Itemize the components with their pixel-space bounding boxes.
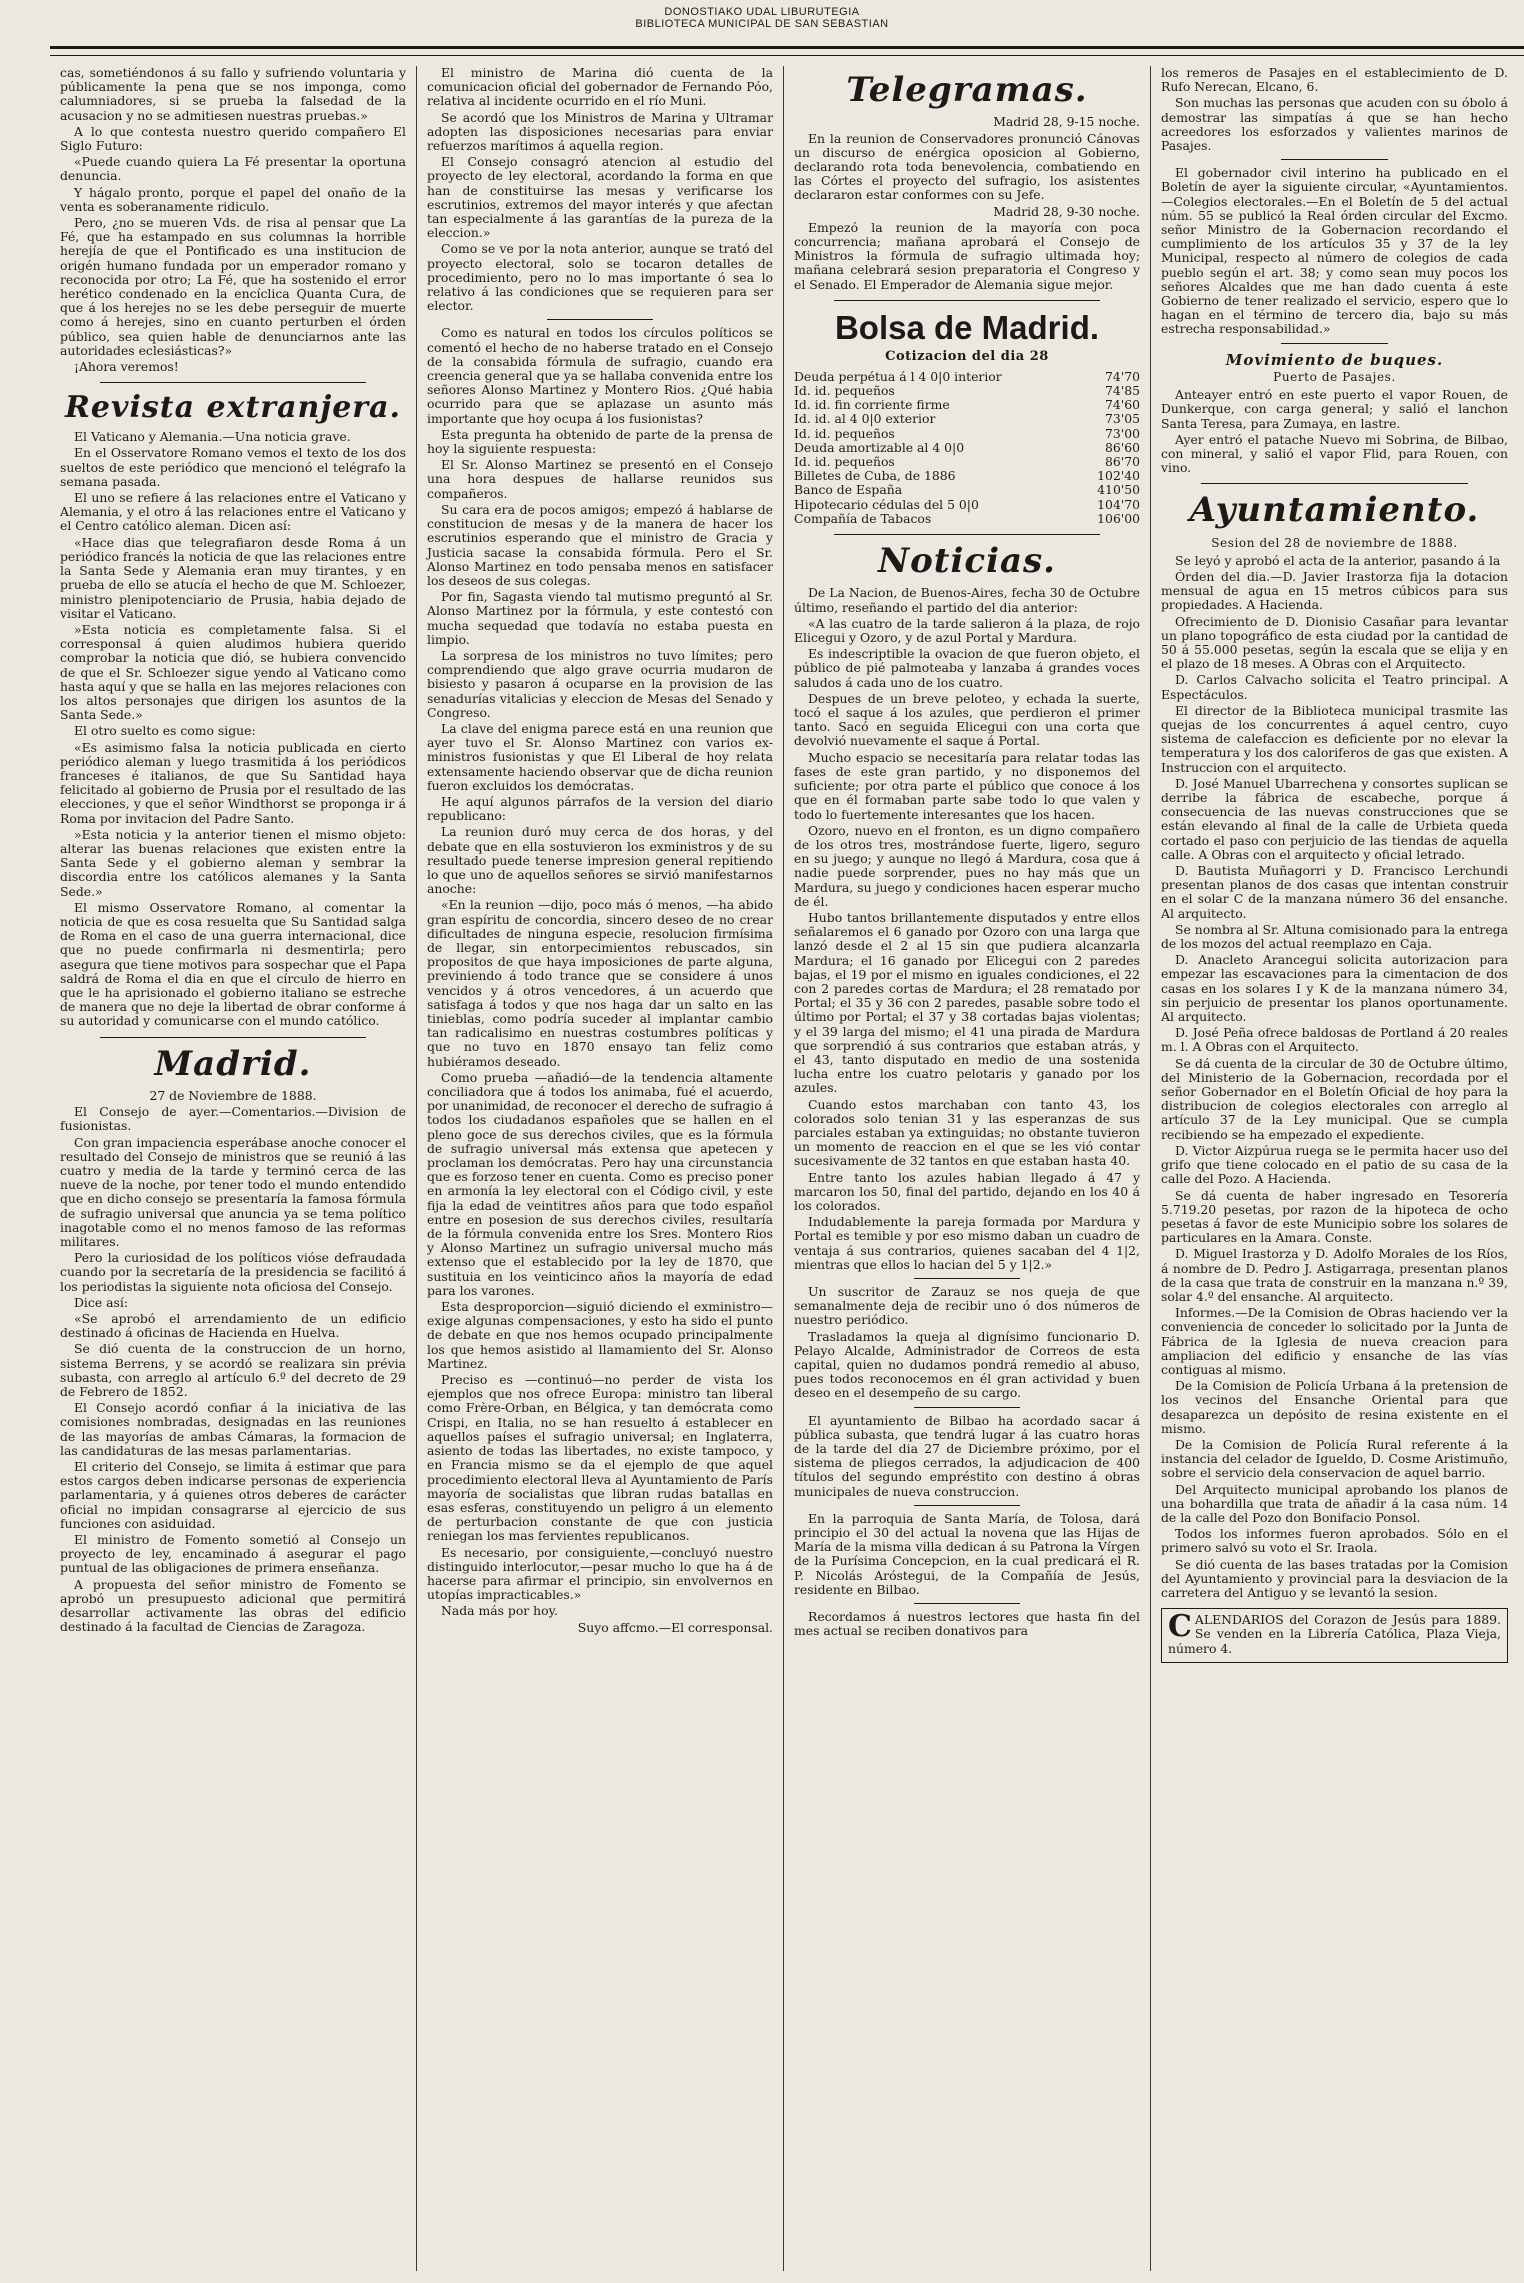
divider: [914, 1407, 1020, 1408]
paragraph: Y hágalo pronto, porque el papel del onaño de la venta es soberanamente ridiculo.: [60, 184, 406, 214]
divider: [914, 1278, 1020, 1279]
paragraph: «En la reunion —dijo, poco más ó menos, —ha abido gran espíritu de concordia, sincero deseo de no crear dificultades de ninguna especie, resolucion firmísima de llegar, sin entorpecimientos rebuscados, sin propositos de que haya imposiciones de parte alguna, previniendo á todo trance que se considere á unos vencidos y á otros vencedores, á un acuerdo que satisfaga á todos y que nos haga dar un salto en las tinieblas, como podría suceder al implantar cambio tan radicalisimo en nuestras costumbres políticas y que no tuvo en 1870 ensayo tan feliz como hubiéramos deseado.: [427, 897, 773, 1069]
bolsa-table: [794, 370, 1140, 526]
paragraph: Se dá cuenta de haber ingresado en Tesorería 5.719.20 pesetas, por razon de la hipoteca de ocho pesetas á favor de este Municipio sobre los solares de particulares en la Amara. Conste.: [1161, 1187, 1508, 1246]
paragraph: Como se ve por la nota anterior, aunque se trató del proyecto electoral, solo se tocaron detalles de procedimiento, pero no lo mas importante ó sea lo relativo á las condiciones que se requieren para ser elector.: [427, 241, 773, 314]
paragraph: De La Nacion, de Buenos-Aires, fecha 30 de Octubre último, reseñando el partido del dia anterior:: [794, 585, 1140, 615]
divider: [1281, 159, 1388, 160]
bolsa-row: [794, 483, 1140, 497]
paragraph: El Sr. Alonso Martinez se presentó en el Consejo una hora despues de hallarse reunidos sus compañeros.: [427, 457, 773, 501]
bolsa-row: [794, 427, 1140, 441]
paragraph: El Vaticano y Alemania.—Una noticia grave.: [74, 429, 351, 445]
paragraph: cas, sometiéndonos á su fallo y sufriendo voluntaria y públicamente la pena que se nos imponga, como calumniadores, si se prueba la falsedad de la acusacion y no se admitiesen nuestras pruebas.»: [60, 66, 406, 123]
paragraph: Se leyó y aprobó el acta de la anterior, pasando á la: [1175, 552, 1501, 568]
divider: [547, 319, 653, 320]
advertisement-body: ALENDARIOS del Corazon de Jesús para 1889. Se venden en la Librería Católica, Plaza Vieja, número 4.: [1168, 1612, 1501, 1656]
paragraph: Se dió cuenta de las bases tratadas por la Comision del Ayuntamiento y provincial para la desviacion de la carretera del Antiguo y se levantó la sesion.: [1161, 1556, 1508, 1600]
bolsa-label: Compañía de Tabacos: [794, 510, 932, 526]
bolsa-label: Deuda amortizable al 4 0|0: [794, 439, 965, 455]
paragraph: El ministro de Marina dió cuenta de la comunicacion oficial del gobernador de Fernando Póo, relativa al incidente ocurrido en el río Muni.: [427, 66, 773, 109]
column-3: [784, 66, 1151, 2271]
puerto-subheading: Puerto de Pasajes.: [1273, 370, 1396, 385]
paragraph: De la Comision de Policía Rural referente á la instancia del celador de Igueldo, D. Cosme Aristimuño, sobre el servicio dela conservacion de aquel barrio.: [1161, 1436, 1508, 1481]
divider: [1281, 343, 1388, 344]
paragraph: El Consejo acordó confiar á la iniciativa de las comisiones nombradas, designadas en las reuniones de las mayorías de ambas Cámaras, la formacion de las candidaturas de las mesas parlamentarias.: [60, 1400, 406, 1458]
paragraph: La sorpresa de los ministros no tuvo límites; pero comprendiendo que algo grave ocurria mudaron de bisiesto y pasaron á ocuparse en la provision de las senadurías vitalicias y eleccion de Mesas del Senado y Congreso.: [427, 647, 773, 720]
paragraph: Ofrecimiento de D. Dionisio Casañar para levantar un plano topográfico de esta ciudad por la cantidad de 50 á 55.000 pesetas, según la escala que se elija y en el plazo de 18 meses. A Obras con el Arquitecto.: [1161, 613, 1508, 672]
section-heading-revista: Revista extranjera.: [65, 390, 401, 426]
paragraph: A propuesta del señor ministro de Fomento se aprobó un presupuesto adicional que permitirá desarrollar activamente las obras del edificio destinado á la facultad de Ciencias de Zaragoza.: [60, 1576, 406, 1635]
bolsa-row: [794, 498, 1140, 512]
bolsa-row: [794, 455, 1140, 469]
paragraph: Indudablemente la pareja formada por Mardura y Portal es temible y por eso mismo daban un cuadro de ventaja á sus contrarios, quienes sacaban del 4 1|2, mientras que ellos lo hacian del 5 y 1|2.»: [794, 1214, 1140, 1272]
paragraph: Se dió cuenta de la construccion de un horno, sistema Berrens, y se acordó se realizara sin prévia subasta, con arreglo al artículo 6.º del decreto de 29 de Febrero de 1852.: [60, 1341, 406, 1400]
section-heading-ayuntamiento: Ayuntamiento.: [1189, 490, 1480, 531]
paragraph: He aquí algunos párrafos de la version del diario republicano:: [427, 793, 773, 824]
paragraph: Esta desproporcion—siguió diciendo el exministro—exige algunas compensaciones, y esto ha sido el punto de debate en que nos hemos ocupado principalmente los que hemos asistido al llamamiento del Sr. Alonso Martinez.: [427, 1299, 773, 1371]
paragraph: Del Arquitecto municipal aprobando los planos de una bohardilla que trata de añadir á la casa núm. 14 de la calle del Pozo don Bonifacio Ponsol.: [1161, 1481, 1508, 1525]
paragraph: Es indescriptible la ovacion de que fueron objeto, el público de pié palmoteaba y lanzaba á grandes voces saludos á cada uno de los cuatro.: [794, 646, 1140, 690]
paragraph: Ayer entró el patache Nuevo mi Sobrina, de Bilbao, con mineral, y salió el vapor Flid, para Rouen, con vino.: [1161, 431, 1508, 476]
paragraph: Se acordó que los Ministros de Marina y Ultramar adopten las disposiciones necesarias para enviar refuerzos marítimos á aquella region.: [427, 109, 773, 154]
paragraph: Preciso es —continuó—no perder de vista los ejemplos que nos ofrece Europa: ministro tan liberal como Frère-Orban, en Bélgica, y tan demócrata como Crispi, en Italia, no se han resuelto á establecer en aquellos países el sufragio universal; en Inglaterra, asiento de todas las libertades, no existe tampoco, y en Francia mismo se da el ejemplo de que aquel procedimiento electoral lleva al Ayuntamiento de París mayoría de socialistas que libran rudas batallas en esas esferas, constituyendo un peligro á un elemento de perturbacion constante de que con justicia reniegan los mas fervientes republicanos.: [427, 1372, 773, 1544]
paragraph: Anteayer entró en este puerto el vapor Rouen, de Dunkerque, con carga general; y salió el lanchon Santa Teresa, para Zumaya, en lastre.: [1161, 387, 1508, 431]
stamp-line-1: DONOSTIAKO UDAL LIBURUTEGIA: [664, 6, 860, 18]
column-4: [1151, 66, 1518, 2271]
bolsa-row: [794, 370, 1140, 384]
section-heading-telegramas: Telegramas.: [846, 70, 1088, 110]
bolsa-value: 106'00: [1097, 510, 1140, 526]
paragraph: Son muchas las personas que acuden con su óbolo á demostrar las simpatías á que se han hecho acreedores los esforzados y valientes marinos de Pasajes.: [1161, 95, 1508, 154]
divider: [914, 1505, 1020, 1506]
dateline: 27 de Noviembre de 1888.: [149, 1087, 317, 1103]
divider: [834, 534, 1100, 535]
section-heading-madrid: Madrid.: [154, 1043, 312, 1084]
paragraph: »Esta noticia es completamente falsa. Si el corresponsal á quien aludimos hubiera querido comprobar la noticia que dió, se hubiera convencido de que el Sr. Schloezer sigue yendo al Vaticano como hasta aquí y que se halla en las mejores relaciones con los altos personajes que dirigen los asuntos de la Santa Sede.»: [60, 621, 406, 723]
paragraph: D. Miguel Irastorza y D. Adolfo Morales de los Ríos, á nombre de D. Pedro J. Astigarraga, presentan planos de la casa que trata de construir en la manzana n.º 39, solar 4.º del ensanche. Al arquitecto.: [1161, 1246, 1508, 1304]
bolsa-value: 102'40: [1097, 468, 1140, 484]
paragraph: D. Bautista Muñagorri y D. Francisco Lerchundi presentan planos de dos casas que intentan construir en el solar C de la manzana número 36 del ensanche. Al arquitecto.: [1161, 863, 1508, 921]
paragraph: D. Carlos Calvacho solicita el Teatro principal. A Espectáculos.: [1161, 672, 1508, 702]
paragraph: El Consejo de ayer.—Comentarios.—Division de fusionistas.: [60, 1104, 406, 1134]
paragraph: El ayuntamiento de Bilbao ha acordado sacar á pública subasta, que tendrá lugar á las cuatro horas de la tarde del dia 27 de Diciembre próximo, por el sistema de pliegos cerrados, la adjudicacion de 400 títulos del segundo empréstito con destino á obras municipales de nueva construccion.: [794, 1412, 1140, 1499]
paragraph: Trasladamos la queja al dignísimo funcionario D. Pelayo Alcalde, Administrador de Correos de esta capital, quien no dudamos pondrá remedio al abuso, pues todos reconocemos en él gran actividad y buen deseo en el desempeño de su cargo.: [794, 1328, 1140, 1401]
paragraph: Todos los informes fueron aprobados. Sólo en el primero salvó su voto el Sr. Iraola.: [1161, 1526, 1508, 1556]
paragraph: Con gran impaciencia esperábase anoche conocer el resultado del Consejo de ministros que se reunió á las cuatro y media de la tarde y terminó cerca de las nueve de la noche, por tener todo el mundo entendido que en dicho consejo se presentaría la famosa fórmula de sufragio universal que anuncia ya se tema político inagotable como el no menos famoso de las reformas militares.: [60, 1134, 406, 1250]
paragraph: D. Anacleto Arancegui solicita autorizacion para empezar las escavaciones para la cimentacion de dos casas en los solares I y K de la manzana número 34, sin perjuicio de presentar los planos oportunamente. Al arquitecto.: [1161, 952, 1508, 1025]
paragraph: Cuando estos marchaban con tanto 43, los colorados solo tenian 31 y las esperanzas de sus parciales estaban ya extinguidas; no obstante tuvieron un momento de reaccion en el que se les vió contar sucesivamente de 32 tantos en que estaban hasta 40.: [794, 1096, 1140, 1169]
bolsa-value: 74'60: [1105, 397, 1140, 413]
paragraph: «Hace dias que telegrafiaron desde Roma á un periódico francés la noticia de que las relaciones entre la Santa Sede y Alemania eran muy tirantes, y en prueba de ello se atucía el hecho de que M. Schloezer, ministro plenipotenciario de Prusia, habia dejado de visitar el Vaticano.: [60, 534, 406, 621]
paragraph: La reunion duró muy cerca de dos horas, y del debate que en ella sostuvieron los exministros y de su resultado puede tenerse impresion general repitiendo lo que uno de aquellos señores se sirvió manifestarnos anoche:: [427, 824, 773, 897]
paragraph: «Puede cuando quiera La Fé presentar la oportuna denuncia.: [60, 154, 406, 184]
paragraph: El criterio del Consejo, se limita á estimar que para estos cargos deben indicarse personas de experiencia parlamentaria, y á quienes otros deberes de carácter oficial no impidan consagrarse al ejercicio de sus funciones con asiduidad.: [60, 1459, 406, 1531]
paragraph: Como es natural en todos los círculos políticos se comentó el hecho de no haberse tratado en el Consejo de la consabida fórmula de sufragio, cuando era creencia general que ya se hallaba convenida entre los señores Alonso Martinez y Montero Rios. ¿Qué habia ocurrido para que se aplazase un asunto más importante que hoy ocupa á los fusionistas?: [427, 325, 773, 426]
divider: [834, 300, 1100, 301]
bolsa-label: Id. id. fin corriente firme: [794, 397, 950, 413]
paragraph: D. Victor Aizpúrua ruega se le permita hacer uso del grifo que tiene colocado en el patio de su casa de la calle del Pozo. A Hacienda.: [1161, 1142, 1508, 1187]
paragraph: El uno se refiere á las relaciones entre el Vaticano y Alemania, y el otro á las relaciones entre el Vaticano y el Centro católico aleman. Dicen así:: [60, 490, 406, 534]
paragraph: Pero la curiosidad de los políticos vióse defraudada cuando por la secretaría de la presidencia se facilitó á los periodistas la siguiente nota oficiosa del Consejo.: [60, 1250, 406, 1294]
paragraph: Mucho espacio se necesitaría para relatar todas las fases de este gran partido, y no disponemos del suficiente; por otra parte el público que conoce á los que en él formaban parte sabe todo lo que valen y todo lo fuertemente interesantes que los hacen.: [794, 749, 1140, 822]
paragraph: D. José Manuel Ubarrechena y consortes suplican se derribe la fábrica de escabeche, porque á consecuencia de las nuevas construcciones que se están elevando al final de la calle de Urbieta queda cortado el paso con perjuicio de las tiendas de aquella calle. A Obras con el arquitecto y oficial letrado.: [1161, 775, 1508, 862]
newspaper-columns: [50, 66, 1520, 2271]
advertisement-text: [1168, 1609, 1501, 1656]
section-heading-movimiento: Movimiento de buques.: [1225, 350, 1444, 369]
paragraph: De la Comision de Policía Urbana á la pretension de los vecinos del Ensanche Oriental para que desaparezca un depósito de resina existente en el mismo.: [1161, 1378, 1508, 1436]
bolsa-label: Hipotecario cédulas del 5 0|0: [794, 496, 979, 512]
paragraph: En la parroquia de Santa María, de Tolosa, dará principio el 30 del actual la novena que las Hijas de María de la misma villa dedican á su Patrona la Vírgen de la Purísima Concepcion, en la cual predicará el R. P. Nicolás Aróstegui, de la Compañía de Jesús, residente en Bilbao.: [794, 1510, 1140, 1597]
paragraph: los remeros de Pasajes en el establecimiento de D. Rufo Nerecan, Elcano, 6.: [1161, 66, 1508, 95]
bolsa-value: 73'05: [1105, 411, 1140, 427]
section-heading-noticias: Noticias.: [877, 541, 1056, 582]
paragraph: Esta pregunta ha obtenido de parte de la prensa de hoy la siguiente respuesta:: [427, 426, 773, 457]
paragraph: En el Osservatore Romano vemos el texto de los dos sueltos de este periódico que mencionó el telégrafo la semana pasada.: [60, 445, 406, 489]
paragraph: Ozoro, nuevo en el fronton, es un digno compañero de los otros tres, mostrándose fuerte, ligero, seguro en su juego; y aunque no llegó á Mardura, cosa que á nadie puede sorprender, pues no hay más que un Mardura, su juego y condiciones hacen esperar mucho de él.: [794, 822, 1140, 909]
divider: [1201, 483, 1468, 484]
bolsa-row: [794, 384, 1140, 398]
divider: [100, 382, 366, 383]
dateline: Madrid 28, 9-30 noche.: [993, 203, 1140, 219]
advertisement-box: [1161, 1608, 1508, 1663]
bolsa-row: [794, 441, 1140, 455]
paragraph: ¡Ahora veremos!: [74, 359, 179, 375]
bolsa-row: [794, 398, 1140, 412]
bolsa-label: Billetes de Cuba, de 1886: [794, 468, 956, 484]
paragraph: Despues de un breve peloteo, y echada la suerte, tocó el saque á los azules, que perdieron el primer tanto. Sacó en seguida Elicegui con una corta que devolvió nuevamente el saque á Portal.: [794, 690, 1140, 749]
stamp-line-2: BIBLIOTECA MUNICIPAL DE SAN SEBASTIAN: [635, 18, 889, 30]
paragraph: Hubo tantos brillantemente disputados y entre ellos señalaremos el 6 ganado por Ozoro con una larga que lanzó desde el 2 al 15 sin que pudiera alcanzarla Mardura; el 16 ganado por Elicegui con 2 paredes bajas, el 19 por el mismo en iguales condiciones, el 22 con 2 paredes cortas de Mardura; el 28 rematado por Portal; el 35 y 36 con 2 paredes, pasable sobre todo el último por Portal; el 37 y 38 cortadas bajas violentas; y el 39 larga del mismo; el 41 una pirada de Mardura que sorprendió á sus contrarios que estaban atrás, y el 43, tanto disputado en medio de una sostenida lucha entre los cuatro pelotaris y ganado por los azules.: [794, 909, 1140, 1096]
paragraph: Nada más por hoy.: [441, 1603, 558, 1619]
paragraph: Pero, ¿no se mueren Vds. de risa al pensar que La Fé, que ha estampado en sus columnas la horrible herejía de que el Pontificado es una institucion de origén humano fundada por un emperador romano y reconocida por otro; La Fé, que ha sostenido el error herético condenado en la encíclica Quanta Cura, de que á los herejes no se les debe perseguir de muerte como á herejes, sino en cuanto perturben el órden público, sea quien hable de denunciarnos ante las autoridades eclesiásticas?»: [60, 215, 406, 358]
paragraph: Informes.—De la Comision de Obras haciendo ver la conveniencia de conceder lo solicitado por la Junta de Fábrica de la Iglesia de nueva creacion para ampliacion del edificio y ensanche de las vías contiguas al mismo.: [1161, 1305, 1508, 1377]
paragraph: Empezó la reunion de la mayoría con poca concurrencia; mañana aprobará el Consejo de Ministros la fórmula de sufragio ultimada hoy; mañana celebrará sesion preparatoria el Congreso y el Senado. El Emperador de Alemania sigue mejor.: [794, 219, 1140, 292]
paragraph: Es necesario, por consiguiente,—concluyó nuestro distinguido interlocutor,—pesar mucho lo que ha á de hacerse para afirmar el principio, sin envolvernos en utopías impracticables.»: [427, 1544, 773, 1603]
bolsa-row: [794, 512, 1140, 526]
masthead-rule: [50, 46, 1524, 56]
paragraph: Recordamos á nuestros lectores que hasta fin del mes actual se reciben donativos para: [794, 1609, 1140, 1639]
bolsa-label: Banco de España: [794, 482, 903, 498]
paragraph: «A las cuatro de la tarde salieron á la plaza, de rojo Elicegui y Ozoro, y de azul Portal y Mardura.: [794, 615, 1140, 646]
paragraph: El gobernador civil interino ha publicado en el Boletín de ayer la siguiente circular, «Ayuntamientos.—Colegios electorales.—En el Boletín de 5 del actual núm. 55 se publicó la Real órden circular del Excmo. señor Ministro de la Gobernacion recordando el cumplimiento de los artículos 35 y 37 de la ley Municipal, respecto al número de colegios de cada pueblo según el art. 38; y como sean muy pocos los señores Alcaldes que me han dado cuenta á este Gobierno de tener realizado el servicio, espero que lo hagan en el término de tercero dia, bajo su más estrecha responsabilidad.»: [1161, 165, 1508, 337]
column-1: [50, 66, 417, 2271]
paragraph: El Consejo consagró atencion al estudio del proyecto de ley electoral, acordando la forma en que han de constituirse las mesas y verificarse los escrutinios, extremos del mayor interés y que afectan tan especialmente á las garantías de la pureza de la eleccion.»: [427, 154, 773, 241]
bolsa-label: Id. id. pequeños: [794, 425, 895, 441]
bolsa-label: Id. id. pequeños: [794, 383, 895, 399]
paragraph: Su cara era de pocos amigos; empezó á hablarse de constitucion de mesas y de la manera de hacer los escrutinios esperando que el ministro de Gracia y Justicia sacase la consabida fórmula. Pero el Sr. Alonso Martinez en todo pensaba menos en satisfacer los deseos de sus colegas.: [427, 501, 773, 588]
sesion-subheading: Sesion del 28 de noviembre de 1888.: [1211, 535, 1458, 550]
bolsa-value: 73'00: [1105, 425, 1140, 441]
paragraph: Dice así:: [74, 1294, 128, 1310]
paragraph: Órden del dia.—D. Javier Irastorza fija la dotacion mensual de agua en 15 metros cúbicos para sus propiedades. A Hacienda.: [1161, 568, 1508, 613]
bolsa-value: 74'70: [1105, 368, 1140, 384]
column-2: [417, 66, 784, 2271]
divider: [100, 1037, 366, 1038]
bolsa-value: 104'70: [1097, 496, 1140, 512]
paragraph: »Esta noticia y la anterior tienen el mismo objeto: alterar las buenas relaciones que existen entre la Santa Sede y el gobierno aleman y sembrar la discordia entre los católicos alemanes y la Santa Sede.»: [60, 826, 406, 899]
paragraph: Se dá cuenta de la circular de 30 de Octubre último, del Ministerio de la Gobernacion, recordada por el señor Gobernador en el Boletín Oficial de hoy para la distribucion de colegios electorales con arreglo al artículo 37 de la Ley municipal. Que se cumpla recibiendo se ha empezado el expediente.: [1161, 1055, 1508, 1142]
paragraph: Entre tanto los azules habian llegado á 47 y marcaron los 50, final del partido, dejando en los 40 á los colorados.: [794, 1169, 1140, 1213]
divider: [914, 1603, 1020, 1604]
paragraph: El otro suelto es como sigue:: [74, 723, 256, 739]
paragraph: Como prueba —añadió—de la tendencia altamente conciliadora que á todos los animaba, fué el acuerdo, por unanimidad, de reconocer el derecho de sufragio á todos los ciudadanos españoles que se hallen en el pleno goce de sus derechos civiles, que es la fórmula de sufragio universal más extensa que apetecen y proclaman los demócratas. Pero hay una circunstancia que es forzoso tener en cuenta. Como es preciso poner en armonía la ley electoral con el Código civil, y este fija la edad de veintitres años para que todo español entre en posesion de sus derechos civiles, resultaría de la fórmula convenida entre los Sres. Montero Rios y Alonso Martinez un sufragio universal mucho más extenso que el establecido por la ley de 1870, que sustituia en los veinticinco años la mayoría de edad para los varones.: [427, 1069, 774, 1298]
paragraph: Por fin, Sagasta viendo tal mutismo preguntó al Sr. Alonso Martinez por la fórmula, y este contestó con mucha sequedad que todavía no estaba puesta en limpio.: [427, 589, 773, 647]
cotizacion-heading: Cotizacion del dia 28: [885, 348, 1049, 364]
paragraph: A lo que contesta nuestro querido compañero El Siglo Futuro:: [60, 123, 406, 154]
paragraph: «Es asimismo falsa la noticia publicada en cierto periódico aleman y luego trasmitida á los periódicos franceses é italianos, de que Su Santidad haya felicitado al gobierno de Prusia por el resultado de las elecciones, y que el señor Windthorst se proponga ir á Roma por invitacion del Padre Santo.: [60, 739, 406, 826]
bolsa-label: Id. id. pequeños: [794, 454, 895, 470]
bolsa-label: Id. id. al 4 0|0 exterior: [794, 411, 936, 427]
bolsa-value: 410'50: [1097, 482, 1140, 498]
section-heading-bolsa: Bolsa de Madrid.: [834, 308, 1100, 346]
bolsa-value: 86'60: [1105, 439, 1140, 455]
paragraph: En la reunion de Conservadores pronunció Cánovas un discurso de enérgica oposicion al Gobierno, declarando rota toda benevolencia, combatiendo en las Córtes el proyecto del sufragio, los asistentes declararon estar conformes con su Jefe.: [794, 130, 1140, 203]
paragraph: Un suscritor de Zarauz se nos queja de que semanalmente deja de recibir uno ó dos números de nuestro periódico.: [794, 1284, 1140, 1328]
paragraph: La clave del enigma parece está en una reunion que ayer tuvo el Sr. Alonso Martinez con varios ex-ministros fusionistas y que El Liberal de hoy relata extensamente haciendo observar que de dicha reunion fueron excluidos los demócratas.: [427, 720, 773, 793]
paragraph: El director de la Biblioteca municipal trasmite las quejas de los concurrentes á aquel centro, cuyo sistema de calefaccion es deficiente por no elevar la temperatura y los dos caloriferos de gas que existen. A Instruccion con el arquitecto.: [1161, 702, 1508, 775]
paragraph: D. José Peña ofrece baldosas de Portland á 20 reales m. l. A Obras con el Arquitecto.: [1161, 1025, 1508, 1055]
bolsa-row: [794, 469, 1140, 483]
signature: Suyo affcmo.—El corresponsal.: [577, 1619, 773, 1635]
paragraph: Se nombra al Sr. Altuna comisionado para la entrega de los mozos del actual reemplazo en Caja.: [1161, 921, 1508, 952]
bolsa-label: Deuda perpétua á l 4 0|0 interior: [794, 368, 1002, 384]
dateline: Madrid 28, 9-15 noche.: [993, 114, 1140, 130]
paragraph: El mismo Osservatore Romano, al comentar la noticia de que es cosa resuelta que Su Santidad salga de Roma en el caso de una guerra internacional, dice que no puede confirmarla ni desmentirla; pero asegura que tiene motivos para sospechar que el Papa saldrá de Roma el dia en que el círculo de hierro en que le ha aprisionado el gobierno italiano se estreche de manera que no deje la libertad de obrar conforme á su autoridad y comunicarse con el mundo católico.: [60, 899, 406, 1029]
drop-initial: C: [1168, 1609, 1192, 1645]
library-stamp: [0, 6, 1524, 30]
bolsa-value: 74'85: [1105, 383, 1140, 399]
paragraph: El ministro de Fomento sometió al Consejo un proyecto de ley, encaminado á asegurar el pago puntual de las obligaciones de primera enseñanza.: [60, 1532, 406, 1576]
bolsa-value: 86'70: [1105, 454, 1140, 470]
paragraph: «Se aprobó el arrendamiento de un edificio destinado á oficinas de Hacienda en Huelva.: [60, 1311, 406, 1341]
bolsa-row: [794, 412, 1140, 426]
